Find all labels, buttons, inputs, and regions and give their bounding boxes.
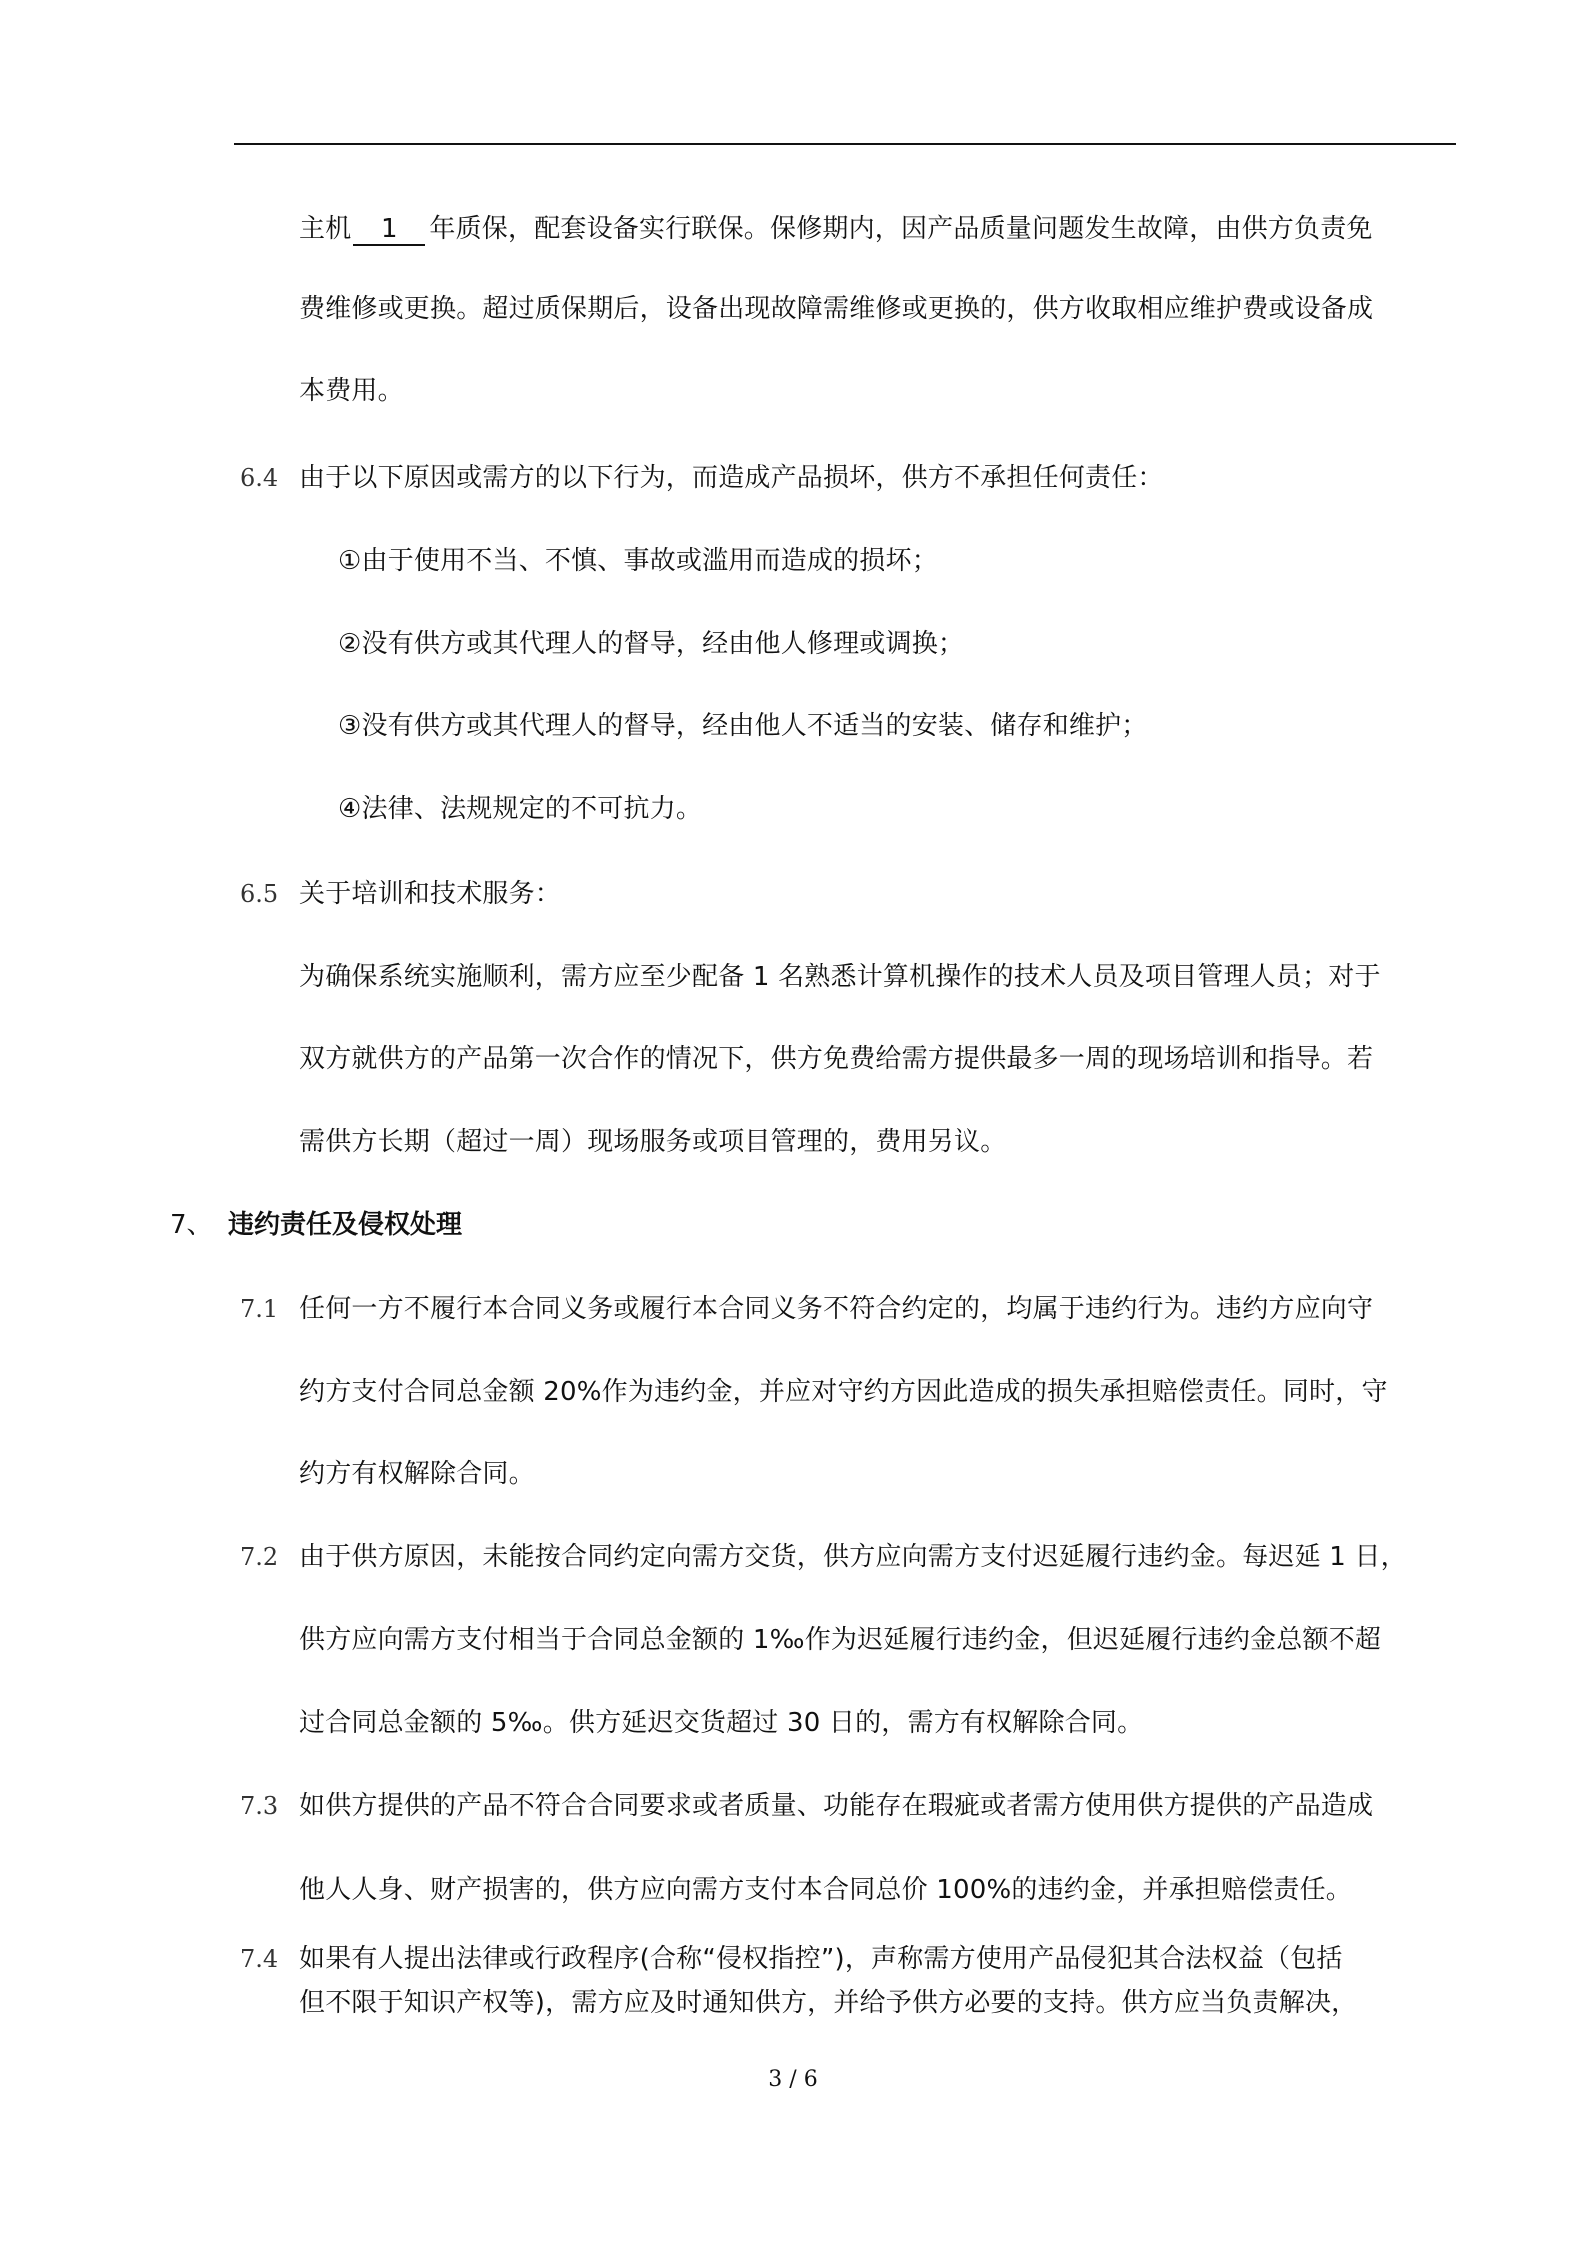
p72-line-1: 由于供方原因，未能按合同约定向需方交货，供方应向需方支付迟延履行违约金。每迟延 1 日，: [299, 1542, 1407, 1572]
p63-line-1: [299, 212, 1373, 246]
clause-number-6-5: 6.5: [240, 880, 279, 908]
p63-line1-post: 年质保，配套设备实行联保。保修期内，因产品质量问题发生故障，由供方负责免: [429, 214, 1373, 244]
p64-text: 由于以下原因或需方的以下行为，而造成产品损坏，供方不承担任何责任：: [299, 463, 1164, 493]
p63-line1-pre: 主机: [299, 214, 352, 244]
p64-item-3: ③没有供方或其代理人的督导，经由他人不适当的安装、储存和维护；: [338, 711, 1148, 741]
p64-item-2: ②没有供方或其代理人的督导，经由他人修理或调换；: [338, 629, 965, 659]
section-7-title: 违约责任及侵权处理: [228, 1210, 463, 1240]
header-rule: [234, 143, 1456, 145]
clause-number-7-1: 7.1: [240, 1295, 279, 1323]
p71-line-2: 约方支付合同总金额 20%作为违约金，并应对守约方因此造成的损失承担赔偿责任。同时，守: [299, 1377, 1388, 1407]
clause-number-6-4: 6.4: [240, 464, 279, 492]
p65-line-1: 为确保系统实施顺利，需方应至少配备 1 名熟悉计算机操作的技术人员及项目管理人员；对于: [299, 962, 1381, 992]
p74-line-2: 但不限于知识产权等)，需方应及时通知供方，并给予供方必要的支持。供方应当负责解决，: [299, 1988, 1358, 2018]
p65-line-2: 双方就供方的产品第一次合作的情况下，供方免费给需方提供最多一周的现场培训和指导。若: [299, 1044, 1374, 1074]
p65-line-3: 需供方长期（超过一周）现场服务或项目管理的，费用另议。: [299, 1127, 1007, 1157]
p73-line-1: 如供方提供的产品不符合合同要求或者质量、功能存在瑕疵或者需方使用供方提供的产品造成: [299, 1791, 1374, 1821]
p64-item-4: ④法律、法规规定的不可抗力。: [338, 794, 703, 824]
p63-line-3: 本费用。: [299, 376, 404, 406]
p73-line-2: 他人人身、财产损害的，供方应向需方支付本合同总价 100%的违约金，并承担赔偿责任。: [299, 1875, 1352, 1905]
section-7-number: 7、: [170, 1210, 213, 1240]
p72-line-3: 过合同总金额的 5‰。供方延迟交货超过 30 日的，需方有权解除合同。: [299, 1708, 1144, 1738]
p72-line-2: 供方应向需方支付相当于合同总金额的 1‰作为迟延履行违约金，但迟延履行违约金总额不超: [299, 1625, 1382, 1655]
clause-number-7-2: 7.2: [240, 1543, 279, 1571]
page-number: 3 / 6: [768, 2067, 818, 2092]
clause-number-7-3: 7.3: [240, 1792, 279, 1820]
p65-text: 关于培训和技术服务：: [299, 879, 562, 909]
p71-line-1: 任何一方不履行本合同义务或履行本合同义务不符合约定的，均属于违约行为。违约方应向守: [299, 1294, 1374, 1324]
clause-number-7-4: 7.4: [240, 1945, 279, 1973]
p63-line-2: 费维修或更换。超过质保期后，设备出现故障需维修或更换的，供方收取相应维护费或设备成: [299, 294, 1374, 324]
p71-line-3: 约方有权解除合同。: [299, 1459, 535, 1489]
p64-item-1: ①由于使用不当、不慎、事故或滥用而造成的损坏；: [338, 546, 938, 576]
p74-line-1: 如果有人提出法律或行政程序(合称“侵权指控”)，声称需方使用产品侵犯其合法权益（包括: [299, 1944, 1343, 1974]
warranty-years-blank: 1: [353, 214, 425, 246]
